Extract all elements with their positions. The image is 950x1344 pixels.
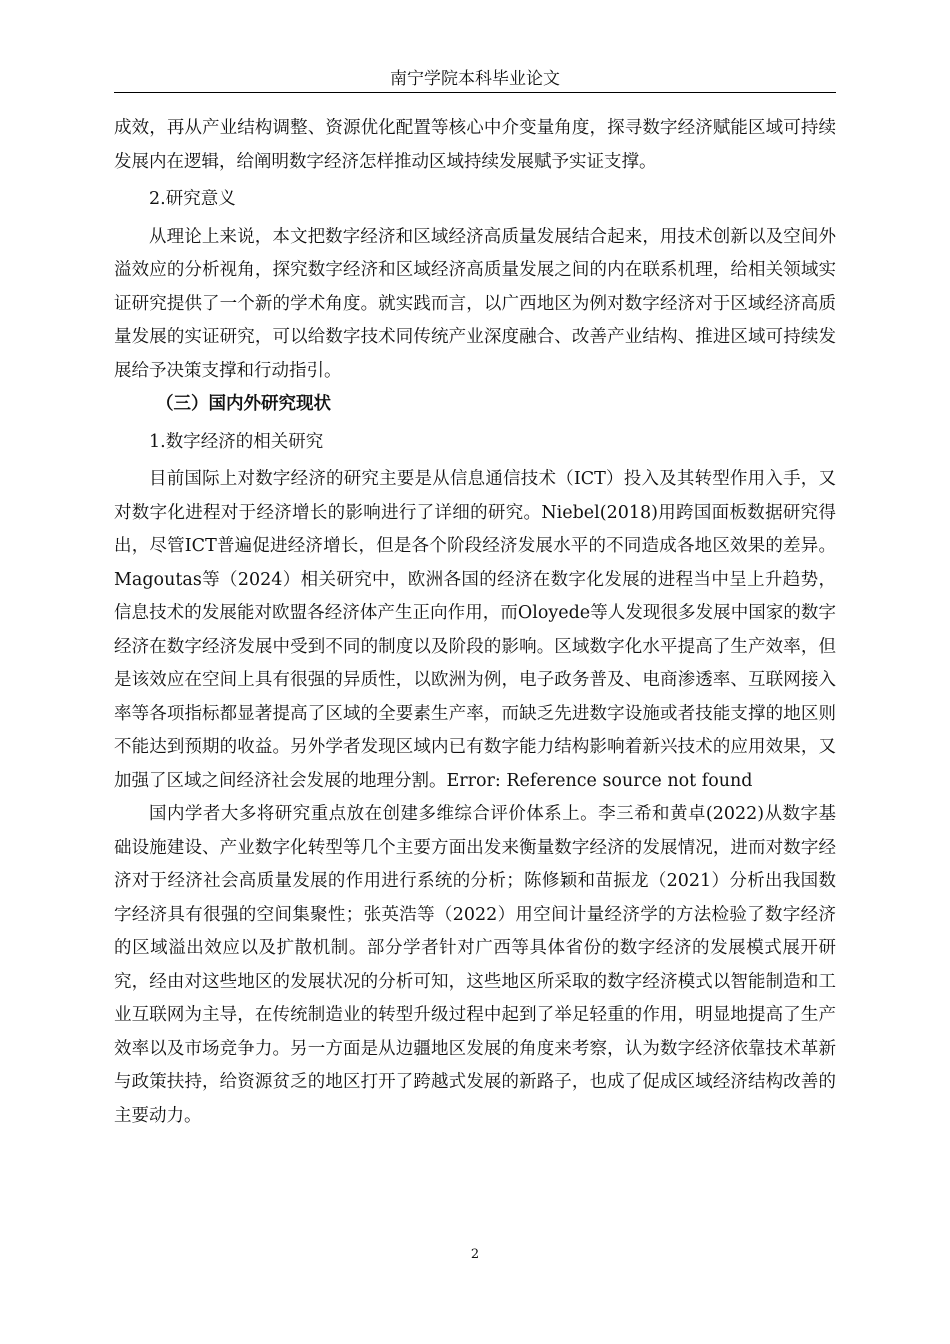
section-heading-digital-economy: 1.数字经济的相关研究	[149, 431, 324, 452]
paragraph-international-research: 目前国际上对数字经济的研究主要是从信息通信技术（ICT）投入及其转型作用入手，又对数字化进程对于经济增长的影响进行了详细的研究。Niebel(2018)用跨国面板数据研究得出，尽管ICT普遍促进经济增长，但是各个阶段经济发展水平的不同造成各地区效果的差异。Magoutas等（2024）相关研究中，欧洲各国的经济在数字化发展的进程当中呈上升趋势，信息技术的发展能对欧盟各经济体产生正向作用，而Oloyede等人发现很多发展中国家的数字经济在数字经济发展中受到不同的制度以及阶段的影响。区域数字化水平提高了生产效率，但是该效应在空间上具有很强的异质性，以欧洲为例，电子政务普及、电商渗透率、互联网接入率等各项指标都显著提高了区域的全要素生产率，而缺乏先进数字设施或者技能支撑的地区则不能达到预期的收益。另外学者发现区域内已有数字能力结构影响着新兴技术的应用效果，又加强了区域之间经济社会发展的地理分割。Error: Reference source not found	[114, 469, 836, 791]
page-body	[114, 112, 836, 1133]
section-heading-research-status: （三）国内外研究现状	[156, 394, 331, 414]
page-header	[114, 68, 836, 93]
page-footer	[0, 1246, 950, 1264]
paragraph-significance: 从理论上来说，本文把数字经济和区域经济高质量发展结合起来，用技术创新以及空间外溢效应的分析视角，探究数字经济和区域经济高质量发展之间的内在联系机理，给相关领域实证研究提供了一个新的学术角度。就实践而言，以广西地区为例对数字经济对于区域经济高质量发展的实证研究，可以给数字技术同传统产业深度融合、改善产业结构、推进区域可持续发展给予决策支撑和行动指引。	[114, 226, 836, 381]
header-title: 南宁学院本科毕业论文	[390, 69, 560, 89]
paragraph-continuation: 成效，再从产业结构调整、资源优化配置等核心中介变量角度，探寻数字经济赋能区域可持续发展内在逻辑，给阐明数字经济怎样推动区域持续发展赋予实证支撑。	[114, 118, 836, 172]
section-heading-significance: 2.研究意义	[149, 189, 236, 209]
page-number: 2	[470, 1247, 480, 1262]
paragraph-domestic-research: 国内学者大多将研究重点放在创建多维综合评价体系上。李三希和黄卓(2022)从数字基础设施建设、产业数字化转型等几个主要方面出发来衡量数字经济的发展情况，进而对数字经济对于经济社会高质量发展的作用进行系统的分析；陈修颖和苗振龙（2021）分析出我国数字经济具有很强的空间集聚性；张英浩等（2022）用空间计量经济学的方法检验了数字经济的区域溢出效应以及扩散机制。部分学者针对广西等具体省份的数字经济的发展模式展开研究，经由对这些地区的发展状况的分析可知，这些地区所采取的数字经济模式以智能制造和工业互联网为主导，在传统制造业的转型升级过程中起到了举足轻重的作用，明显地提高了生产效率以及市场竞争力。另一方面是从边疆地区发展的角度来考察，认为数字经济依靠技术革新与政策扶持，给资源贫乏的地区打开了跨越式发展的新路子，也成了促成区域经济结构改善的主要动力。	[114, 804, 836, 1126]
